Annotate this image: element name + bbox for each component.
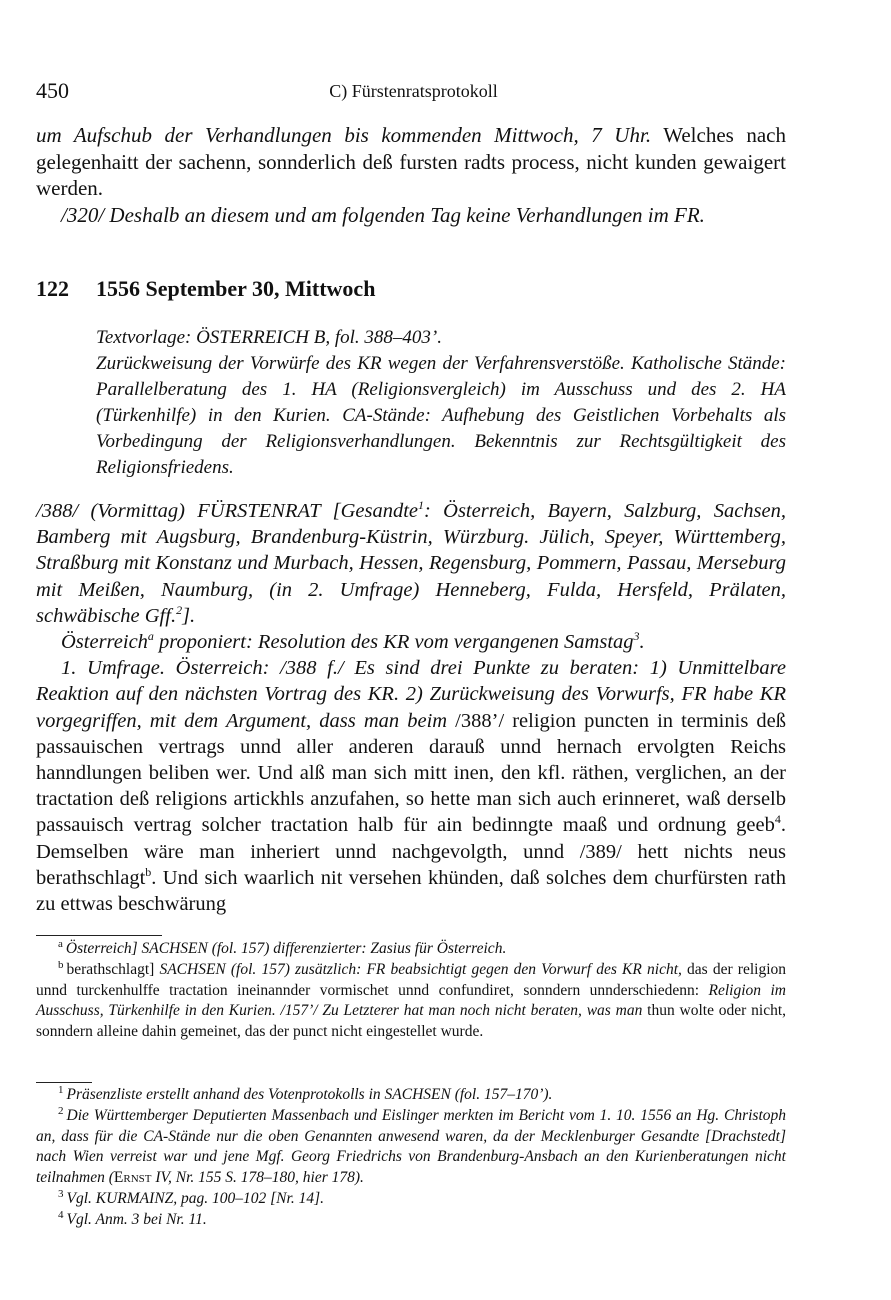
footnote-b-mark: b [58,958,64,971]
footnote-rule-letter [36,935,162,936]
footnote-ref-2: 2 [176,602,183,617]
section-heading [36,276,375,302]
first-round-roman-2: . Demselben wäre man inheriert unnd nachgevolgth, unnd /389/ hett nichts neus berathschlagt [36,814,786,889]
numbered-footnotes [36,1085,786,1231]
page-number: 450 [36,78,69,103]
carryover-note: /320/ Deshalb an diesem und am folgenden Tag keine Verhandlungen im FR. [61,202,705,227]
footnote-1 [36,1085,786,1106]
proposition-text-a: Österreich [61,631,148,654]
attendance-paragraph [36,498,786,629]
first-round-paragraph [36,655,786,917]
footnote-3-text: Vgl. KURMAINZ, pag. 100–102 [Nr. 14]. [66,1189,324,1207]
section-summary [96,325,786,481]
footnote-4 [36,1210,786,1231]
footnote-2-text-a: Die Württemberger Deputierten Massenbach und Eislinger merkten im Bericht vom 1. 10. 1556 an Hg. Christoph an, dass für die CA-Stände nur die oben Genannten anwesend waren, da der Mecklenburger Gesandte [Drachstedt] nach Wien verreist war und jene Mgf. Georg Friedrichs von Brandenburg-Ansbach an den Kurienberatungen nicht teilnahmen ( [36,1106,786,1187]
footnote-2-mark: 2 [58,1104,64,1117]
footnote-3 [36,1189,786,1210]
attendance-text-a: /388/ (Vormittag) FÜRSTENRAT [Gesandte [36,500,419,522]
protocol-text [36,498,786,917]
first-round-roman-3: . Und sich waarlich nit versehen khünden, daß solches dem churfürsten rath zu ettwas beschwärung [36,866,786,916]
carryover-paragraph [36,122,786,202]
footnote-2-author: Ernst [113,1169,152,1187]
proposition-text-c: . [639,631,645,654]
page-header [36,78,791,108]
carryover-roman: Welches nach gelegenhaitt der sachenn, sonnderlich deß fursten radts process, nicht kunden gewaigert werden. [36,123,787,200]
footnote-a-mark: a [58,937,63,950]
footnote-4-mark: 4 [58,1208,64,1221]
footnote-a-text: Österreich] SACHSEN (fol. 157) differenzierter: Zasius für Österreich. [65,940,507,957]
footnote-b-italic-2: Religion im Ausschuss, Türkenhilfe in den Kurien. /157’/ Zu Letzterer hat man noch nicht beraten, was man [36,981,786,1020]
footnote-2-text-b: IV, Nr. 155 S. 178–180, hier 178). [151,1169,364,1187]
carryover-text [36,122,786,228]
attendance-text-b: : Österreich, Bayern, Salzburg, Sachsen, Bamberg mit Augsburg, Brandenburg-Küstrin, Würzburg. Jülich, Speyer, Württemberg, Straßburg mit Konstanz und Murbach, Hessen, Regensburg, Pommern, Passau, Merseburg mit Meißen, Naumburg, (in 2. Umfrage) Henneberg, Fulda, Hersfeld, Prälaten, schwäbische Gff. [36,500,787,627]
first-round-italic: 1. Umfrage. Österreich: /388 f./ Es sind drei Punkte zu beraten: 1) Unmittelbare Reaktion auf den nächsten Vortrag des KR. 2) Zurückweisung des Vorwurfs, FR habe KR vorgegriffen, mit dem Argument, dass man beim [36,657,786,732]
footnote-b-roman-2: thun wolte oder nicht, sonndern alleine dahin gemeinet, das der punct nicht eingestellet wurde. [36,1002,787,1041]
footnote-2 [36,1106,786,1189]
footnote-b-lemma: berathschlagt] [66,960,155,978]
attendance-text-c: ]. [182,604,196,627]
footnote-4-text: Vgl. Anm. 3 bei Nr. 11. [66,1210,207,1228]
footnote-1-text: Präsenzliste erstellt anhand des Votenprotokolls in SACHSEN (fol. 157–170’). [66,1086,553,1103]
footnote-1-mark: 1 [58,1083,64,1096]
footnote-ref-a: a [147,629,154,644]
footnote-ref-b: b [145,865,152,880]
section-number: 122 [36,276,69,301]
footnote-ref-1: 1 [418,498,425,513]
letter-footnotes [36,939,786,1043]
summary-abstract: Zurückweisung der Vorwürfe des KR wegen der Verfahrensverstöße. Katholische Stände: Parallelberatung des 1. HA (Religionsvergleich) im Ausschuss und des 2. HA (Türkenhilfe) in den Kurien. CA-Stände: Aufhebung des Geistlichen Vorbehalts als Vorbedingung der Religionsverhandlungen. Bekenntnis zur Rechtsgültigkeit des Religionsfriedens. [96,353,786,478]
footnote-ref-3: 3 [633,629,640,644]
footnote-b-italic-1: SACHSEN (fol. 157) zusätzlich: FR beabsichtigt gegen den Vorwurf des KR nicht, [154,960,682,978]
footnote-a [36,939,786,960]
footnote-b-roman-1: das der religion unnd turckenhulffe tractation ineinannder vormischet unnd confundiret, sonndern unnderschiedenn: [36,960,786,999]
proposition-text-b: proponiert: Resolution des KR vom vergangenen Samstag [153,631,634,654]
footnote-rule-numbered [36,1082,92,1083]
summary-source: Textvorlage: ÖSTERREICH B, fol. 388–403’. [96,327,443,348]
section-date: 1556 September 30, Mittwoch [96,276,376,301]
footnote-ref-4: 4 [774,812,781,827]
proposition-paragraph [36,629,786,655]
carryover-italic: um Aufschub der Verhandlungen bis kommenden Mittwoch, 7 Uhr. [36,123,652,147]
running-head: C) Fürstenratsprotokoll [329,81,498,101]
first-round-roman: /388’/ religion puncten in terminis deß passauischen vertrags unnd aller anderen darauß unnd hernach ervolgten Reichs hanndlungen beliben wer. Und alß man sich mitt inen, den kfl. räthen, verglichen, an der tractation deß religions artickhls anzufahen, so hette man sich auch erinneret, waß derselb passauisch vertrag solcher tractation halb für ain bedinngte maaß und ordnung geeb [36,709,786,837]
footnote-b [36,960,786,1043]
footnote-3-mark: 3 [58,1187,64,1200]
